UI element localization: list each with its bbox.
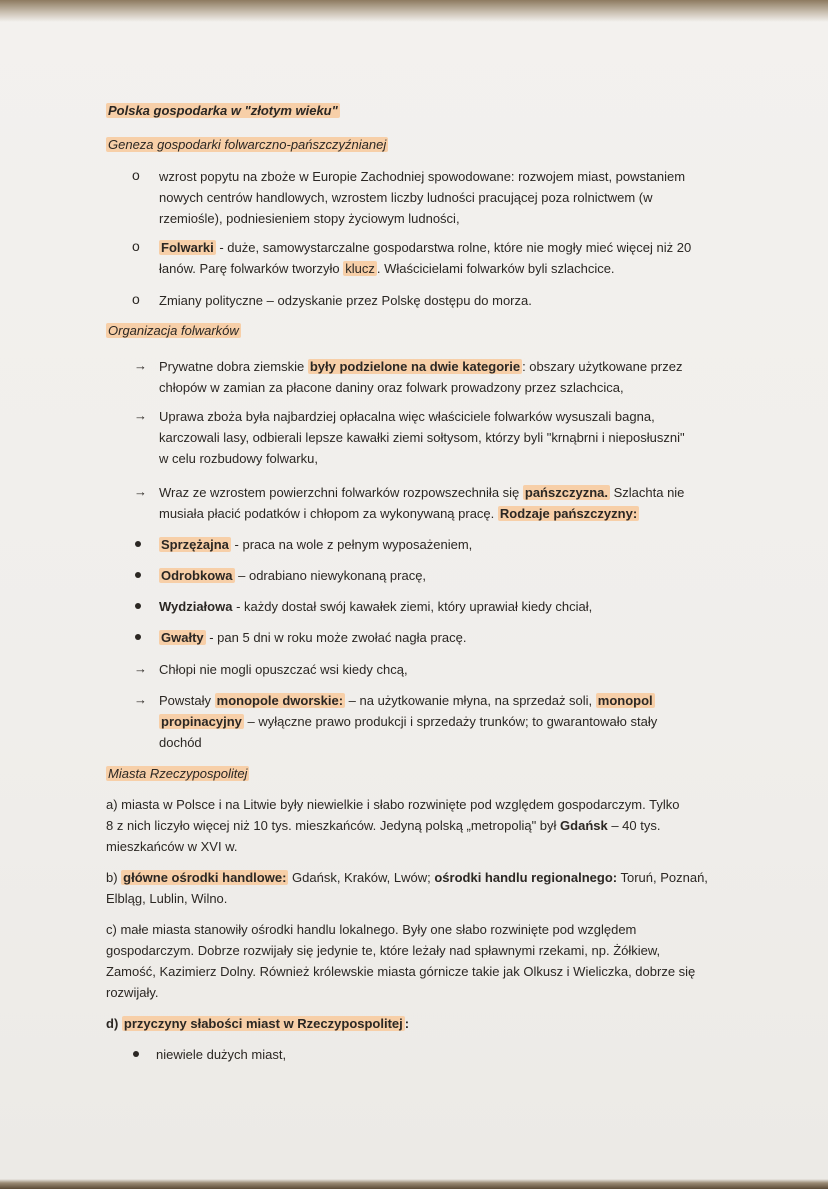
text-span: – na użytkowanie młyna, na sprzedaż soli, [345, 693, 596, 708]
text-span: – 40 tys. [607, 818, 661, 833]
list-item-line [159, 237, 691, 258]
list-item-line [159, 503, 639, 524]
highlight-glowne-osrodki: główne ośrodki handlowe: [123, 870, 287, 885]
term-highlight: Sprzężajna [161, 537, 229, 552]
arrow-right-icon: → [134, 484, 147, 499]
list-item-line: niewiele dużych miast, [156, 1047, 287, 1062]
heading-text: Miasta Rzeczypospolitej [108, 766, 248, 781]
term-highlight: Odrobkowa [161, 568, 233, 583]
text-span: . Właścicielami folwarków byli szlachcice. [376, 261, 615, 276]
section-heading-organizacja [106, 320, 241, 341]
list-item-line [159, 565, 426, 586]
dot-bullet-icon [133, 1051, 139, 1057]
list-item-line [159, 258, 615, 279]
section-heading-geneza [106, 134, 388, 155]
paragraph-line [106, 815, 660, 836]
list-item-line [159, 711, 657, 732]
page-title [106, 100, 340, 121]
bold-osrodki-regionalne: ośrodki handlu regionalnego: [434, 870, 618, 885]
list-item-line [159, 534, 472, 555]
highlight-monopol: monopol [597, 693, 653, 708]
dot-bullet-icon [135, 634, 141, 640]
title-text: Polska gospodarka w "złotym wieku" [108, 103, 338, 118]
section-heading-miasta [106, 763, 249, 784]
text-span: Powstały [159, 693, 215, 708]
text-span: – wyłączne prawo produkcji i sprzedaży trunków; to gwarantowało stały [243, 714, 658, 729]
text-span: b) [106, 870, 122, 885]
arrow-right-icon: → [134, 692, 147, 707]
term-definition: - duże, samowystarczalne gospodarstwa rolne, które nie mogły mieć więcej niż 20 [215, 240, 692, 255]
list-item-line: rzemiośle), podniesieniem stopy życiowym ludności, [159, 211, 460, 226]
list-item-line: karczowali lasy, odbierali lepsze kawałki ziemi sołtysom, którzy byli "krnąbrni i nieposłuszni" [159, 430, 685, 445]
list-item-line: nowych centrów handlowych, wzrostem liczby ludności pracującej poza rolnictwem (w [159, 190, 653, 205]
list-item-line: chłopów w zamian za płacone daniny oraz folwark prowadzony przez szlachcica, [159, 380, 624, 395]
dot-bullet-icon [135, 603, 141, 609]
circle-bullet-icon: o [132, 238, 140, 254]
term-definition: - praca na wole z pełnym wyposażeniem, [230, 537, 473, 552]
list-item-line: Uprawa zboża była najbardziej opłacalna więc właściciele folwarków wysuszali bagna, [159, 409, 655, 424]
paragraph-line [106, 867, 708, 888]
term-folwarki: Folwarki [161, 240, 214, 255]
text-span: : [404, 1016, 410, 1031]
highlight-rodzaje: Rodzaje pańszczyzny: [499, 506, 638, 521]
list-item-line: wzrost popytu na zboże w Europie Zachodniej spowodowane: rozwojem miast, powstaniem [159, 169, 686, 184]
term-definition: – odrabiano niewykonaną pracę, [234, 568, 427, 583]
list-item-line: dochód [159, 735, 202, 750]
paragraph-line: a) miasta w Polsce i na Litwie były niewielkie i słabo rozwinięte pod względem gospodarczym. Tylko [106, 797, 680, 812]
text-span: 8 z nich liczyło więcej niż 10 tys. mieszkańców. Jedyną polską „metropolią" był [106, 818, 561, 833]
list-item-line [159, 482, 684, 503]
heading-text: Organizacja folwarków [108, 323, 239, 338]
list-item-line [159, 356, 682, 377]
text-span: d) [106, 1016, 122, 1031]
highlight-monopole: monopole dworskie: [216, 693, 344, 708]
list-item-line: Zmiany polityczne – odzyskanie przez Polskę dostępu do morza. [159, 293, 532, 308]
list-item-line [159, 690, 655, 711]
arrow-right-icon: → [134, 408, 147, 423]
arrow-right-icon: → [134, 358, 147, 373]
paragraph-line: rozwijały. [106, 985, 159, 1000]
text-span: Szlachta nie [609, 485, 685, 500]
term-highlight: Wydziałowa [159, 599, 233, 614]
heading-text: Geneza gospodarki folwarczno-pańszczyźnianej [108, 137, 387, 152]
text-span: : obszary użytkowane przez [522, 359, 683, 374]
text-span: musiała płacić podatków i chłopom za wykonywaną pracę. [159, 506, 498, 521]
arrow-right-icon: → [134, 661, 147, 676]
highlight-klucz: klucz [345, 261, 375, 276]
text-span: łanów. Parę folwarków tworzyło [159, 261, 344, 276]
text-span: Prywatne dobra ziemskie [159, 359, 308, 374]
paragraph-line: c) małe miasta stanowiły ośrodki handlu lokalnego. Były one słabo rozwinięte pod względem [106, 922, 637, 937]
list-item-line [159, 596, 592, 617]
circle-bullet-icon: o [132, 291, 140, 307]
dot-bullet-icon [135, 541, 141, 547]
highlight-bold: były podzielone na dwie kategorie [309, 359, 521, 374]
text-span: Gdańsk, Kraków, Lwów; [288, 870, 435, 885]
bold-gdansk: Gdańsk [560, 818, 608, 833]
paragraph-line: Zamość, Kazimierz Dolny. Również królewskie miasta górnicze takie jak Olkusz i Wieliczka, dobrze się [106, 964, 696, 979]
text-span: Toruń, Poznań, [617, 870, 708, 885]
highlight-propinacyjny: propinacyjny [161, 714, 242, 729]
term-definition: - każdy dostał swój kawałek ziemi, który uprawiał kiedy chciał, [232, 599, 593, 614]
circle-bullet-icon: o [132, 167, 140, 183]
list-item-line: w celu rozbudowy folwarku, [159, 451, 318, 466]
paragraph-line: Elbląg, Lublin, Wilno. [106, 891, 228, 906]
dot-bullet-icon [135, 572, 141, 578]
paragraph-line: gospodarczym. Dobrze rozwijały się jedynie te, które leżały nad spławnymi rzekami, np. Żółkiew, [106, 943, 661, 958]
text-span: Wraz ze wzrostem powierzchni folwarków rozpowszechniła się [159, 485, 523, 500]
paragraph-line [106, 1013, 409, 1034]
list-item-line [159, 627, 466, 648]
highlight-panszczyzna: pańszczyzna. [524, 485, 608, 500]
list-item-line: Chłopi nie mogli opuszczać wsi kiedy chcą, [159, 662, 408, 677]
term-highlight: Gwałty [161, 630, 204, 645]
paragraph-line: mieszkańców w XVI w. [106, 839, 238, 854]
highlight-przyczyny: przyczyny słabości miast w Rzeczypospolitej [123, 1016, 403, 1031]
term-definition: - pan 5 dni w roku może zwołać nagła pracę. [205, 630, 467, 645]
